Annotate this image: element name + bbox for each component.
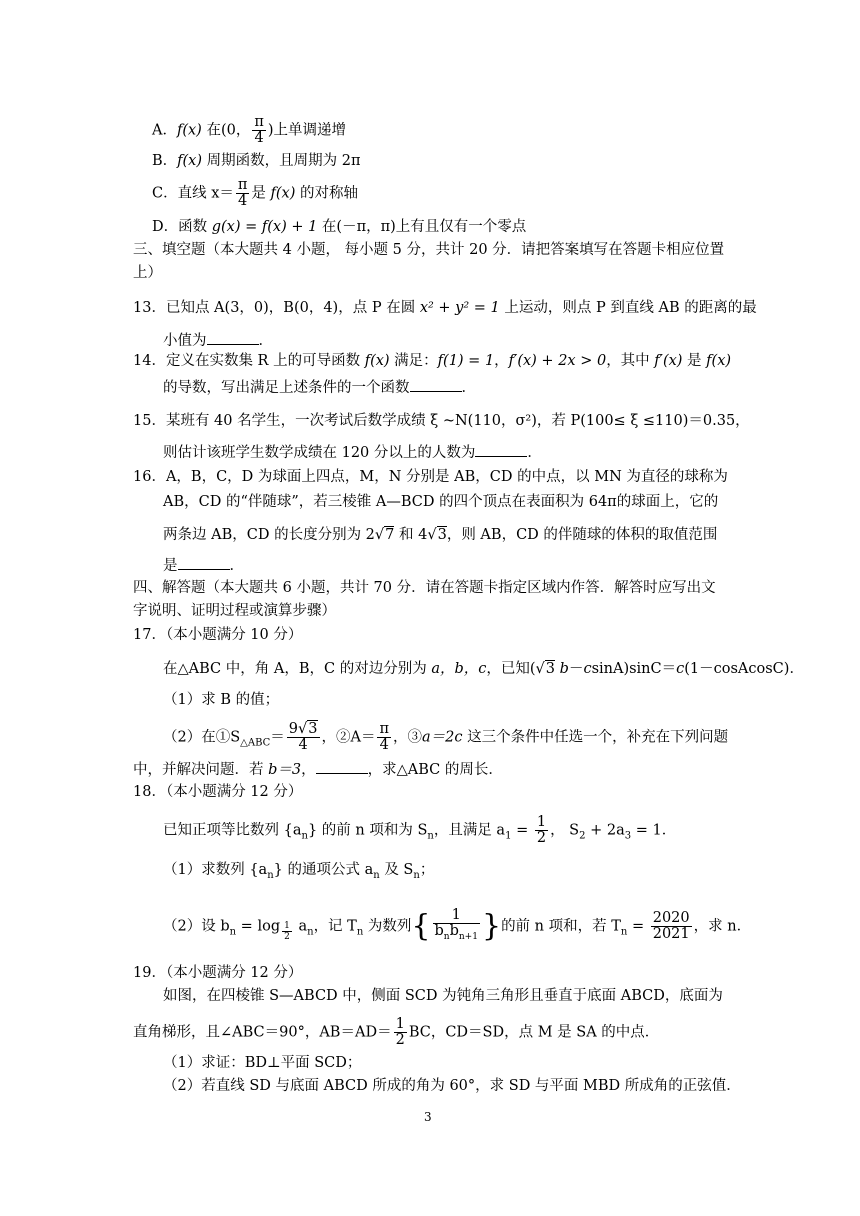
answer-blank (475, 442, 527, 457)
fraction-pi-4: $\frac{\pi}{4}$ (237, 177, 248, 209)
question-18-part2: （2）设 $b_n = \log$ $_{\frac{1}{2}}$ $a_n$，记 $T_n$ 为数列{ $\frac{1}{b_nb_{n+1}}$ }的前 n 项和，若 $T_n$ = $\frac{2020}{2021}$ ，求 n． (163, 907, 752, 944)
answer-blank (410, 377, 462, 392)
question-19-part2: （2）若直线 SD 与底面 ABCD 所成的角为 60°，求 SD 与平面 MBD 所成角的正弦值． (163, 1078, 741, 1094)
question-18-stem: 已知正项等比数列 $\{a_n\}$ 的前 n 项和为 $S_n$，且满足 $a_1$ = $\frac{1}{2}$ ， $S_2 + 2a_3 = 1$． (163, 814, 677, 846)
section-4-heading-cont: 字说明、证明过程或演算步骤） (133, 603, 336, 619)
question-16-line4: 是 ． (163, 555, 244, 577)
question-17-part2-cont: 中，并解决问题．若 b＝3， ，求△ABC 的周长． (133, 759, 503, 781)
answer-blank (178, 555, 230, 570)
option-d: D．函数 g(x) = f(x) + 1 在(－π，π)上有且仅有一个零点 (152, 219, 527, 235)
option-c: C．直线 x＝ $\frac{\pi}{4}$ 是 f(x) 的对称轴 (152, 177, 358, 209)
question-17-stem: 在△ABC 中，角 A，B，C 的对边分别为 a，b，c，已知(√3 b－csinA)sinC＝c(1－cosAcosC)． (163, 661, 804, 677)
question-14-line2: 的导数，写出满足上述条件的一个函数 ． (163, 377, 476, 399)
question-17-head: 17．（本小题满分 10 分） (133, 627, 303, 643)
question-19-line1: 如图，在四棱锥 S—ABCD 中，侧面 SCD 为钝角三角形且垂直于底面 ABCD，底面为 (163, 988, 723, 1004)
question-19-head: 19．（本小题满分 12 分） (133, 965, 303, 981)
question-18-part1: （1）求数列 $\{a_n\}$ 的通项公式 $a_n$ 及 $S_n$； (163, 862, 435, 881)
question-15-line1: 15．某班有 40 名学生，一次考试后数学成绩 ξ ~N(110，σ²)，若 P(100≤ ξ ≤110)＝0.35， (133, 413, 750, 429)
answer-blank (316, 759, 368, 774)
question-13-line1: 13．已知点 A(3，0)，B(0，4)，点 P 在圆 x² + y² = 1 上运动，则点 P 到直线 AB 的距离的最 (133, 300, 757, 316)
section-3-heading: 三、填空题（本大题共 4 小题， 每小题 5 分，共计 20 分．请把答案填写在答题卡相应位置 (133, 242, 725, 258)
question-18-head: 18．（本小题满分 12 分） (133, 784, 303, 800)
question-16-line3: 两条边 AB，CD 的长度分别为 2√7 和 4√3，则 AB，CD 的伴随球的体积的取值范围 (163, 527, 718, 543)
option-a: A．f(x) 在(0， $\frac{\pi}{4}$ )上单调递增 (152, 114, 347, 146)
question-19-line2: 直角梯形，且∠ABC＝90°，AB＝AD＝ $\frac{1}{2}$ BC，CD＝SD，点 M 是 SA 的中点． (133, 1016, 660, 1048)
question-17-part1: （1）求 B 的值； (163, 692, 280, 708)
question-16-line1: 16．A，B，C，D 为球面上四点，M，N 分别是 AB，CD 的中点，以 MN 为直径的球称为 (133, 469, 728, 485)
question-13-line2: 小值为 ． (163, 330, 273, 352)
answer-blank (207, 330, 259, 345)
fraction-pi-4: $\frac{\pi}{4}$ (254, 114, 264, 146)
section-3-heading-cont: 上） (133, 265, 162, 281)
section-4-heading: 四、解答题（本大题共 6 小题，共计 70 分．请在答题卡指定区域内作答．解答时应写出文 (133, 580, 716, 596)
question-14-line1: 14．定义在实数集 R 上的可导函数 f(x) 满足：f(1) = 1，f′(x) + 2x > 0，其中 f′(x) 是 f(x) (133, 353, 732, 369)
question-19-part1: （1）求证：BD⊥平面 SCD； (163, 1055, 362, 1071)
option-b: B．f(x) 周期函数，且周期为 2π (152, 153, 361, 169)
page-number: 3 (424, 1110, 432, 1124)
question-16-line2: AB，CD 的“伴随球”，若三棱锥 A—BCD 的四个顶点在表面积为 64π的球面上，它的 (163, 494, 719, 510)
question-17-part2: （2）在$①S_{\triangle ABC}=$ $\frac{9√3}{4}$ ，②A＝ $\frac{\pi}{4}$ ，③a＝2c 这三个条件中任选一个，补充在下列问题 (163, 721, 729, 753)
question-15-line2: 则估计该班学生数学成绩在 120 分以上的人数为 ． (163, 442, 542, 464)
